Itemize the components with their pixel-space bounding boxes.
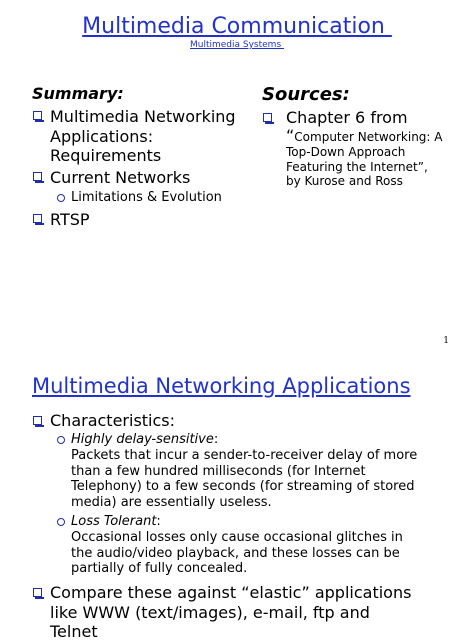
term-colon: : (213, 432, 219, 447)
square-bullet-icon (33, 214, 42, 223)
sources-citation (286, 128, 443, 189)
summary-item-rtsp: RTSP (50, 210, 90, 229)
square-bullet-icon (33, 588, 42, 597)
compare-elastic-block (50, 583, 411, 642)
delay-line: Packets that incur a sender-to-receiver delay of more (71, 447, 418, 463)
delay-sensitive-block (71, 432, 417, 511)
open-quote: “ (286, 126, 295, 145)
loss-line: partially of fully concealed. (71, 561, 248, 577)
summary-subitem-limitations: Limitations & Evolution (71, 190, 222, 205)
delay-line: Telephony) to a few seconds (for streaming of stored (71, 479, 415, 495)
square-bullet-icon (33, 111, 42, 120)
summary-line: Applications: (50, 126, 154, 146)
compare-line: Compare these against “elastic” applications (50, 583, 412, 602)
citation-line: Featuring the Internet”, (286, 159, 428, 174)
summary-item-networking-apps (50, 107, 236, 166)
delay-sensitive-term: Highly delay-sensitive (71, 432, 214, 447)
square-bullet-icon (33, 172, 42, 181)
ring-bullet-icon (57, 436, 65, 444)
ring-bullet-icon (57, 194, 65, 202)
slide-subtitle-link[interactable]: Multimedia Systems (189, 40, 284, 50)
square-bullet-icon (263, 113, 272, 122)
slide-title-link[interactable]: Multimedia Communication (82, 14, 392, 39)
loss-line: Occasional losses only cause occasional glitches in (71, 529, 403, 545)
summary-item-current-networks: Current Networks (50, 168, 191, 187)
square-bullet-icon (33, 416, 42, 425)
slide-2 (0, 358, 474, 641)
delay-line: media) are essentially useless. (71, 495, 272, 511)
summary-line: Multimedia Networking (50, 107, 236, 126)
slide-2-title-link[interactable]: Multimedia Networking Applications (32, 374, 411, 398)
summary-heading: Summary: (32, 84, 124, 103)
page-number: 1 (443, 336, 449, 346)
sources-chapter-line: Chapter 6 from (286, 108, 408, 127)
compare-line: Telnet (50, 622, 98, 641)
loss-tolerant-block (71, 514, 403, 577)
term-colon: : (156, 514, 161, 529)
loss-tolerant-term: Loss Tolerant (71, 514, 157, 529)
ring-bullet-icon (57, 518, 65, 526)
characteristics-label: Characteristics: (50, 411, 176, 430)
delay-line: than a few hundred milliseconds (for Internet (71, 463, 366, 479)
citation-line: Computer Networking: A (294, 130, 443, 144)
citation-line: Top-Down Approach (286, 144, 406, 159)
loss-line: the audio/video playback, and these losses can be (71, 545, 400, 561)
compare-line: like WWW (text/images), e-mail, ftp and (50, 602, 370, 622)
sources-heading: Sources: (262, 84, 350, 105)
summary-line: Requirements (50, 146, 162, 165)
citation-line: by Kurose and Ross (286, 174, 403, 189)
